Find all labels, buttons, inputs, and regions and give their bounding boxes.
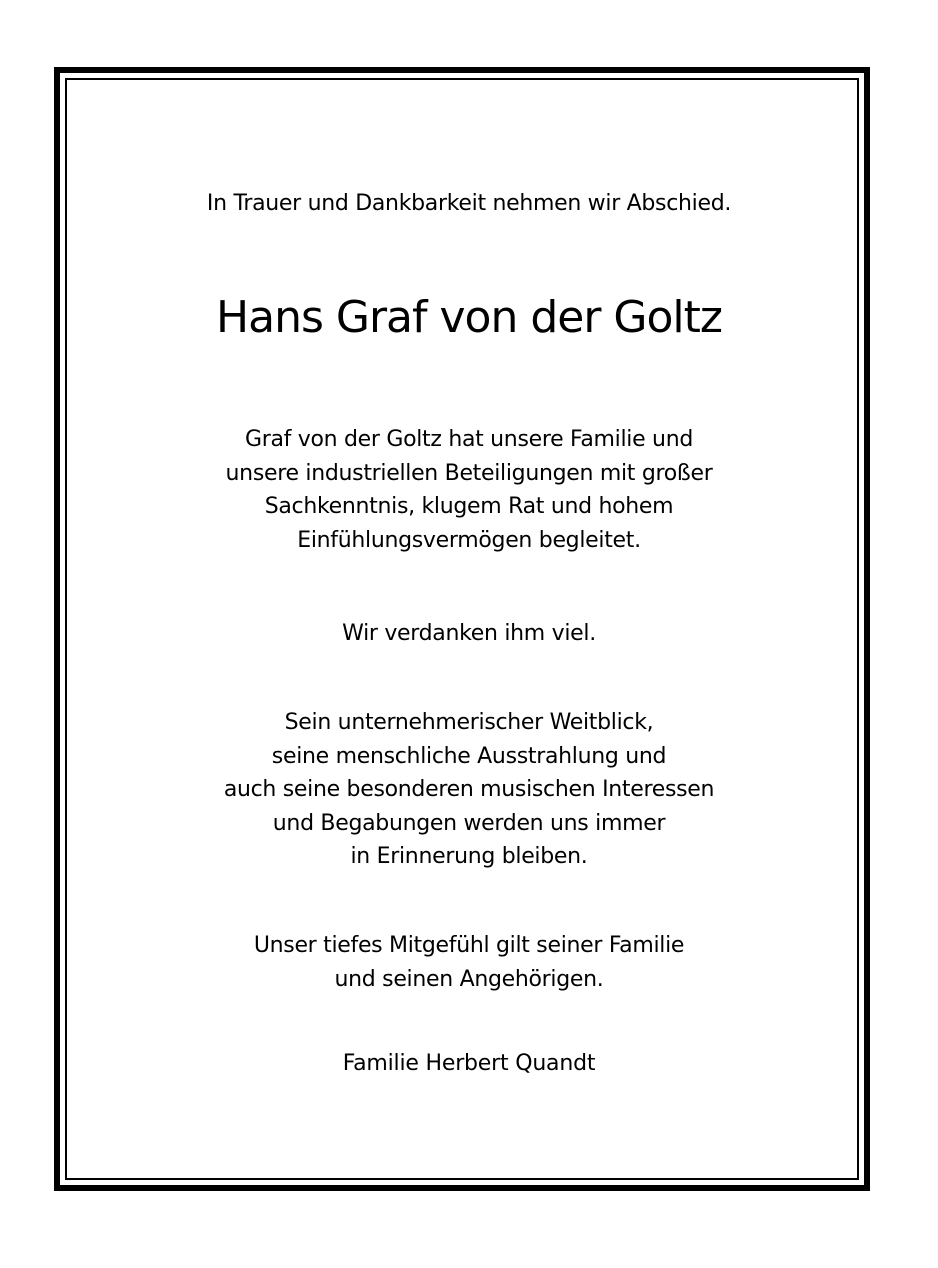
signature: Familie Herbert Quandt — [342, 1051, 596, 1076]
paragraph-line: Sein unternehmerischer Weitblick, — [284, 710, 654, 735]
paragraph-line: und Begabungen werden uns immer — [272, 810, 666, 836]
paragraph-tribute — [0, 423, 938, 557]
paragraph-condolence — [0, 929, 938, 996]
paragraph-line: Einfühlungsvermögen begleitet. — [297, 527, 641, 553]
paragraph-line: unsere industriellen Beteiligungen mit großer — [225, 460, 713, 486]
paragraph-line: Wir verdanken ihm viel. — [342, 621, 596, 646]
paragraph-line: und seinen Angehörigen. — [334, 966, 604, 992]
paragraph-line: seine menschliche Ausstrahlung und — [271, 743, 667, 769]
paragraph-gratitude — [0, 617, 938, 651]
intro-line: In Trauer und Dankbarkeit nehmen wir Abschied. — [206, 191, 732, 216]
paragraph-line: Graf von der Goltz hat unsere Familie und — [244, 427, 694, 452]
paragraph-remembrance — [0, 706, 938, 874]
paragraph-line: Unser tiefes Mitgefühl gilt seiner Familie — [253, 933, 685, 958]
paragraph-line: Sachkenntnis, klugem Rat und hohem — [264, 494, 674, 519]
paragraph-line: auch seine besonderen musischen Interessen — [223, 777, 715, 802]
paragraph-line: in Erinnerung bleiben. — [350, 844, 588, 869]
deceased-name: Hans Graf von der Goltz — [216, 292, 722, 343]
